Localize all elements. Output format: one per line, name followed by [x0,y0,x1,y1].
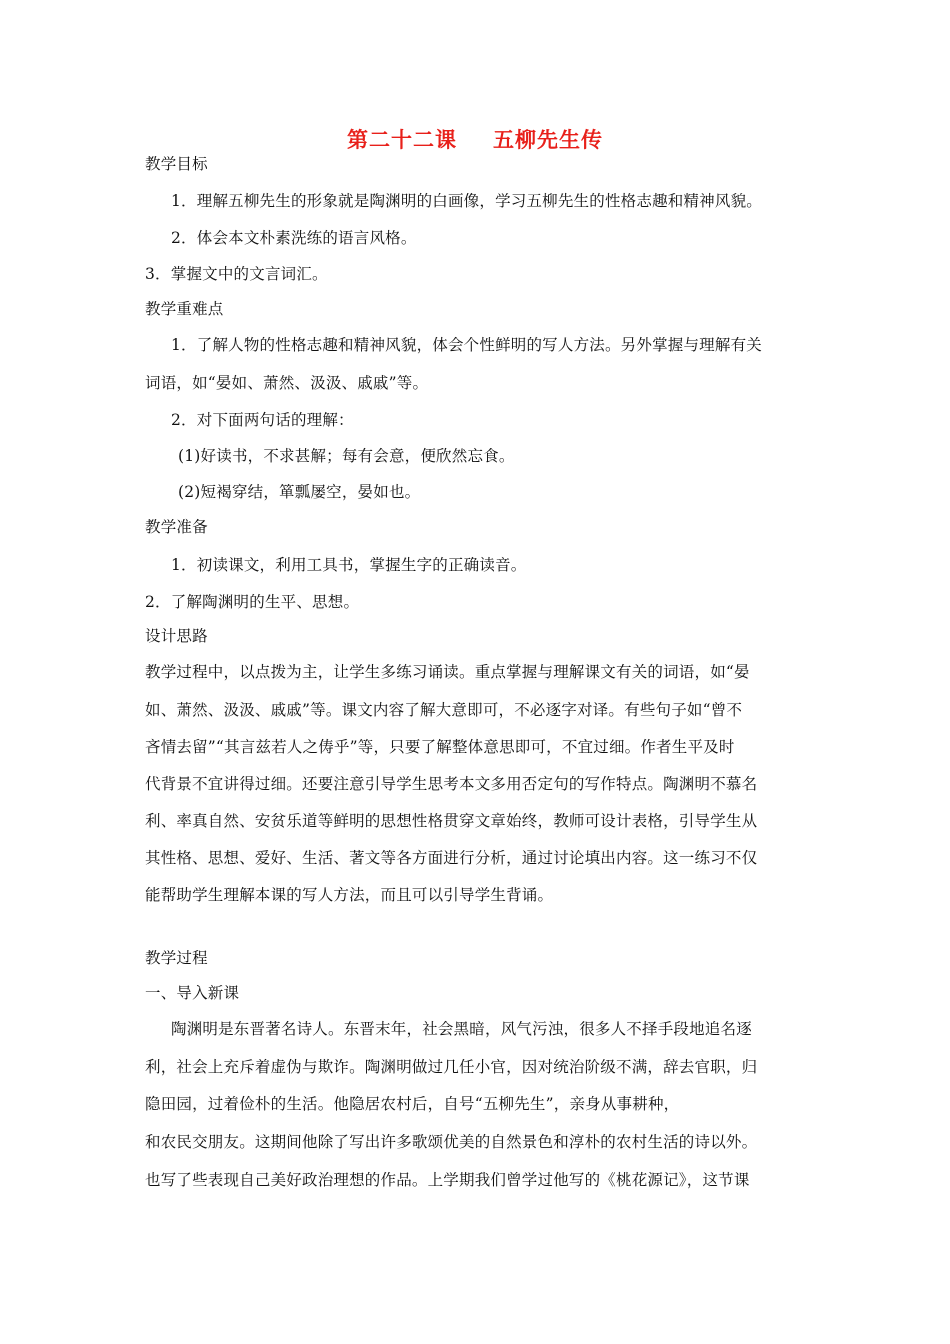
goal-item: 2．体会本文朴素洗练的语言风格。 [171,229,417,247]
process-line: 也写了些表现自己美好政治理想的作品。上学期我们曾学过他写的《桃花源记》，这节课 [145,1171,750,1189]
process-heading: 教学过程 [145,949,208,967]
key-point-line: 1．了解人物的性格志趣和精神风貌，体会个性鲜明的写人方法。另外掌握与理解有关 [171,336,762,354]
lesson-name: 五柳先生传 [493,127,603,152]
goal-item: 3．掌握文中的文言词汇。 [145,265,328,283]
section-heading: 一、导入新课 [145,984,240,1002]
goals-heading: 教学目标 [145,155,208,173]
goal-item: 1．理解五柳先生的形象就是陶渊明的白画像，学习五柳先生的性格志趣和精神风貌。 [171,192,762,210]
design-line: 如、萧然、汲汲、戚戚”等。课文内容了解大意即可，不必逐字对译。有些句子如“曾不 [145,701,743,719]
process-line: 和农民交朋友。这期间他除了写出许多歌颂优美的自然景色和淳朴的农村生活的诗以外。 [145,1133,758,1151]
design-line: 能帮助学生理解本课的写人方法，而且可以引导学生背诵。 [145,886,554,904]
preparation-heading: 教学准备 [145,518,208,536]
key-points-heading: 教学重难点 [145,300,224,318]
design-line: 其性格、思想、爱好、生活、著文等各方面进行分析，通过讨论填出内容。这一练习不仅 [145,849,758,867]
design-line: 吝情去留”“其言兹若人之俦乎”等，只要了解整体意思即可，不宜过细。作者生平及时 [145,738,735,756]
key-point-sub: (1)好读书，不求甚解；每有会意，便欣然忘食。 [178,447,515,465]
process-line: 隐田园，过着俭朴的生活。他隐居农村后，自号“五柳先生”，亲身从事耕种， [145,1095,680,1113]
preparation-item: 2．了解陶渊明的生平、思想。 [145,593,360,611]
process-line: 陶渊明是东晋著名诗人。东晋末年，社会黑暗，风气污浊，很多人不择手段地追名逐 [171,1020,752,1038]
key-point-line: 2．对下面两句话的理解： [171,411,354,429]
design-heading: 设计思路 [145,627,208,645]
lesson-number: 第二十二课 [347,127,457,152]
page-title [0,124,950,154]
design-line: 利、率真自然、安贫乐道等鲜明的思想性格贯穿文章始终，教师可设计表格，引导学生从 [145,812,758,830]
process-line: 利，社会上充斥着虚伪与欺诈。陶渊明做过几任小官，因对统治阶级不满，辞去官职，归 [145,1058,758,1076]
key-point-sub: (2)短褐穿结，箪瓢屡空，晏如也。 [178,483,421,501]
design-line: 教学过程中，以点拨为主，让学生多练习诵读。重点掌握与理解课文有关的词语，如“晏 [145,663,750,681]
preparation-item: 1．初读课文，利用工具书，掌握生字的正确读音。 [171,556,527,574]
design-line: 代背景不宜讲得过细。还要注意引导学生思考本文多用否定句的写作特点。陶渊明不慕名 [145,775,758,793]
key-point-line: 词语，如“晏如、萧然、汲汲、戚戚”等。 [145,374,429,392]
